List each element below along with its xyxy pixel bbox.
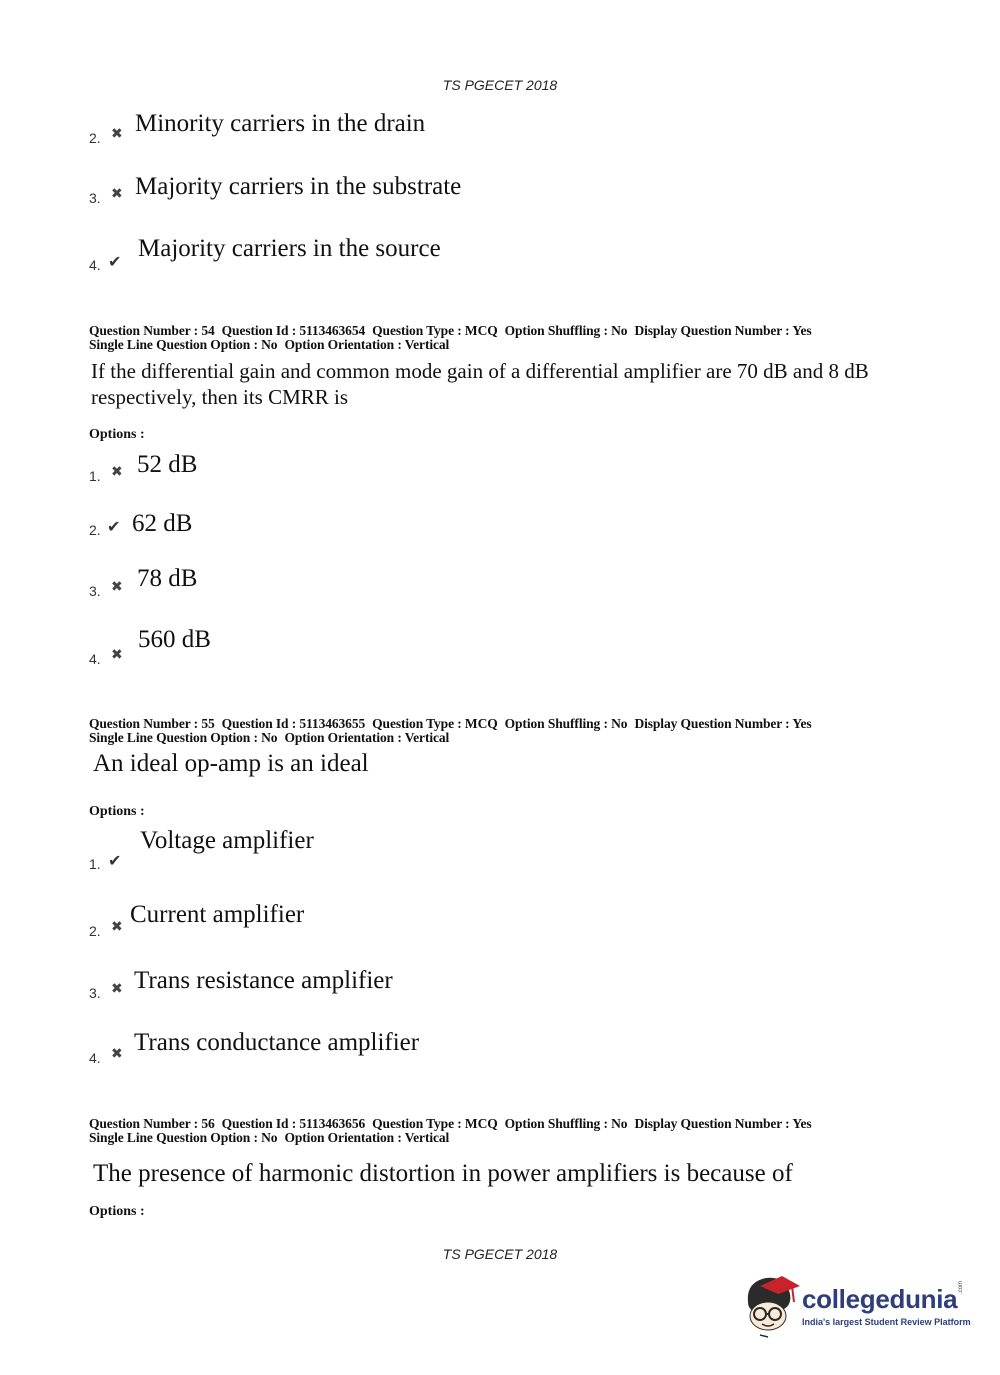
- option-number: 2.: [89, 522, 101, 538]
- cross-icon: ✖: [111, 981, 123, 997]
- question-meta-line2: Single Line Question Option : No Option Orientation : Vertical: [89, 730, 450, 745]
- question-text: If the differential gain and common mode gain of a differential amplifier are 70 dB and 8 dB respectively, then its CMRR is: [91, 359, 869, 409]
- cross-icon: ✖: [111, 186, 123, 202]
- option-number: 4.: [89, 1050, 101, 1066]
- option-number: 3.: [89, 190, 101, 206]
- logo-domain: .com: [958, 1280, 964, 1294]
- check-icon: ✔: [108, 851, 122, 870]
- cross-icon: ✖: [111, 126, 123, 142]
- question-meta-line2: Single Line Question Option : No Option Orientation : Vertical: [89, 1130, 450, 1145]
- question-meta-line1: Question Number : 55 Question Id : 5113463655 Question Type : MCQ Option Shuffling : No Display Question Number : Yes: [89, 716, 812, 731]
- cross-icon: ✖: [111, 647, 123, 663]
- mascot-icon: [742, 1272, 800, 1338]
- option-text: Minority carriers in the drain: [135, 110, 426, 137]
- question-meta-line1: Question Number : 56 Question Id : 5113463656 Question Type : MCQ Option Shuffling : No Display Question Number : Yes: [89, 1116, 812, 1131]
- option-text: 62 dB: [132, 510, 193, 537]
- option-text: Current amplifier: [130, 901, 305, 928]
- question-meta-line1: Question Number : 54 Question Id : 5113463654 Question Type : MCQ Option Shuffling : No Display Question Number : Yes: [89, 323, 812, 338]
- question-text: An ideal op-amp is an ideal: [93, 750, 369, 777]
- check-icon: ✔: [108, 252, 122, 271]
- page-header: TS PGECET 2018: [442, 77, 558, 93]
- logo-tagline: India's largest Student Review Platform: [802, 1317, 971, 1327]
- page-footer: TS PGECET 2018: [442, 1246, 558, 1262]
- check-icon: ✔: [107, 517, 121, 536]
- question-meta-line2: Single Line Question Option : No Option Orientation : Vertical: [89, 337, 450, 352]
- option-number: 3.: [89, 583, 101, 599]
- option-text: Trans resistance amplifier: [134, 967, 393, 994]
- option-text: 52 dB: [137, 451, 198, 478]
- cross-icon: ✖: [111, 1046, 123, 1062]
- question-text: The presence of harmonic distortion in power amplifiers is because of: [93, 1160, 793, 1187]
- option-number: 1.: [89, 468, 101, 484]
- option-text: Majority carriers in the substrate: [135, 173, 462, 200]
- logo-name: collegedunia: [802, 1284, 958, 1314]
- cross-icon: ✖: [111, 579, 123, 595]
- options-label: Options :: [89, 804, 145, 819]
- option-text: 78 dB: [137, 565, 198, 592]
- option-number: 4.: [89, 651, 101, 667]
- options-label: Options :: [89, 427, 145, 442]
- option-number: 4.: [89, 257, 101, 273]
- option-number: 2.: [89, 130, 101, 146]
- option-number: 2.: [89, 923, 101, 939]
- cross-icon: ✖: [111, 464, 123, 480]
- option-text: Majority carriers in the source: [138, 235, 441, 262]
- option-text: Voltage amplifier: [140, 827, 314, 854]
- options-label: Options :: [89, 1204, 145, 1219]
- option-text: 560 dB: [138, 626, 211, 653]
- option-number: 1.: [89, 856, 101, 872]
- cross-icon: ✖: [111, 919, 123, 935]
- option-text: Trans conductance amplifier: [134, 1029, 420, 1056]
- option-number: 3.: [89, 985, 101, 1001]
- collegedunia-logo: [742, 1272, 972, 1342]
